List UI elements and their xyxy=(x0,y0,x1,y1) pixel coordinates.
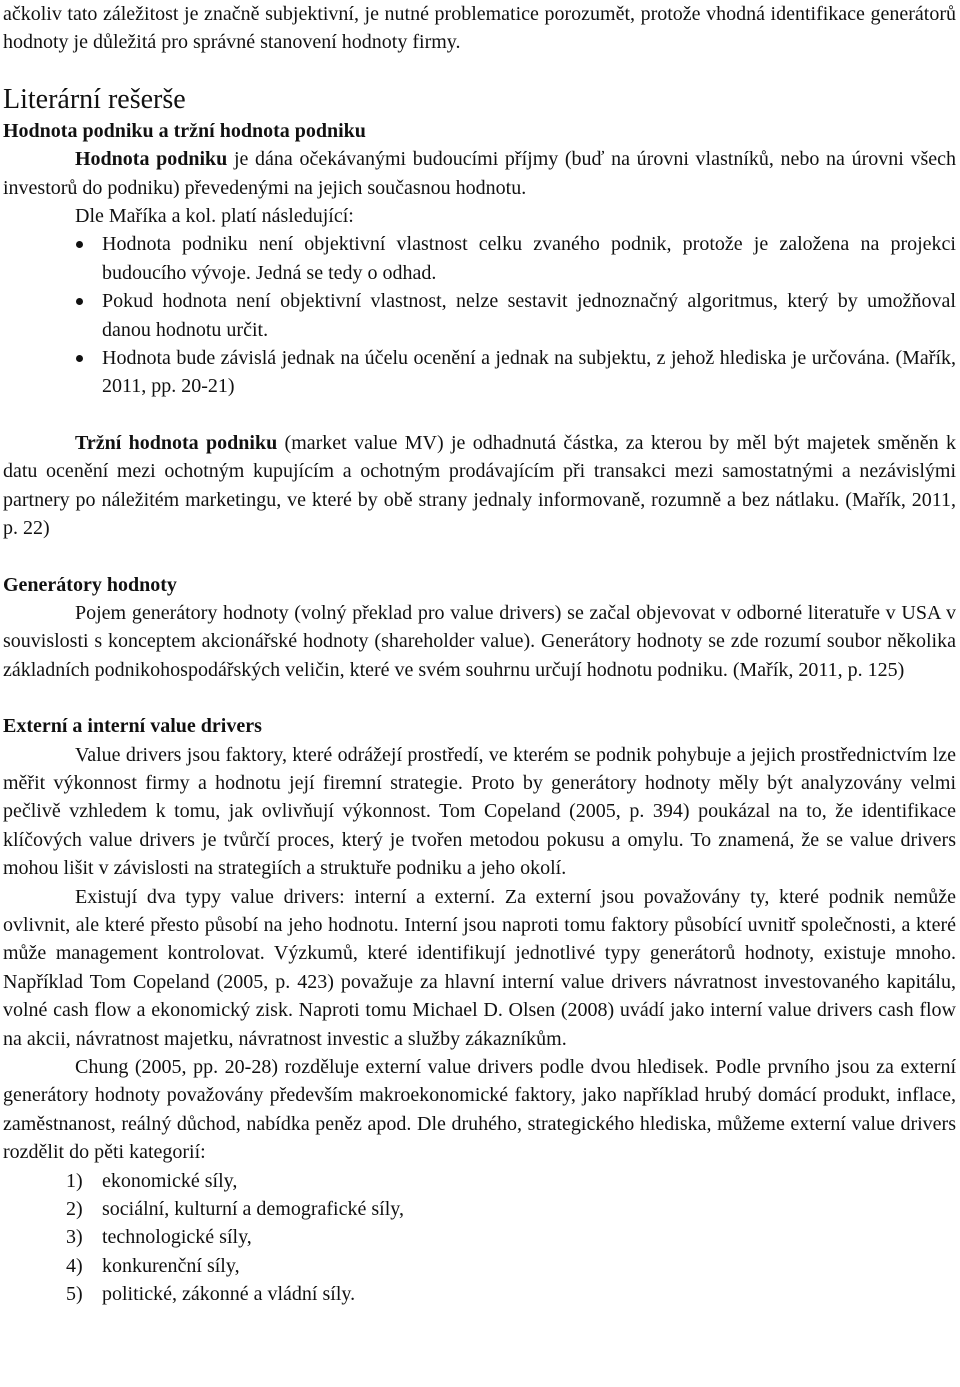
externi-paragraph-1: Value drivers jsou faktory, které odrážejí prostředí, ve kterém se podnik pohybuje a jejich prostřednictvím lze měřit výkonnost firmy a hodnotu její firemní strategie. Proto by generátory hodnoty měly být analyzovány velmi pečlivě vzhledem k tomu, jak ovlivňují výkonnost. Tom Copeland (2005, p. 394) poukázal na to, že identifikace klíčových value drivers je tvůrčí proces, který je tvořen metodou pokusu a omylu. To znamená, že se value drivers mohou lišit v závislosti na strategiích a struktuře podniku a jeho okolí. xyxy=(3,743,956,880)
hodnota-text: je dána očekávanými budoucími příjmy (buď na úrovni vlastníků, nebo na úrovni všech investorů do podniku) převedenými na jejich současnou hodnotu. xyxy=(3,148,956,199)
intro-fragment: ačkoliv tato záležitost je značně subjektivní, je nutné problematice porozumět, protože vhodná identifikace generátorů hodnoty je důležitá pro správné stanovení hodnoty firmy. xyxy=(3,3,956,54)
trzni-paragraph xyxy=(3,429,956,543)
spacer xyxy=(3,401,956,429)
list-item: 1) ekonomické síly, xyxy=(66,1169,238,1192)
list-item: 5) politické, zákonné a vládní síly. xyxy=(66,1283,356,1306)
spacer xyxy=(3,684,956,712)
list-item: Hodnota podniku není objektivní vlastnost celku zvaného podnik, protože je založena na projekci budoucího vývoje. Jedná se tedy o odhad. xyxy=(3,230,956,287)
list-item: Pokud hodnota není objektivní vlastnost, nelze sestavit jednoznačný algoritmus, který by umožňoval danou hodnotu určit. xyxy=(3,287,956,344)
list-item: 3) technologické síly, xyxy=(66,1226,252,1249)
trzni-text: (market value MV) je odhadnutá částka, za kterou by měl být majetek směněn k datu ocenění mezi ochotným kupujícím a ochotným prodávajícím při transakci mezi samostatnými a nezávislými partnery po náležitém marketingu, ve které by obě strany jednaly informovaně, rozumně a bez nátlaku. (Mařík, 2011, p. 22) xyxy=(3,431,956,540)
externi-heading: Externí a interní value drivers xyxy=(3,715,262,738)
trzni-term: Tržní hodnota podniku xyxy=(75,431,278,454)
hodnota-term: Hodnota podniku xyxy=(75,148,228,171)
marik-intro: Dle Maříka a kol. platí následující: xyxy=(75,205,354,228)
spacer xyxy=(3,543,956,571)
section-title: Literární rešerše xyxy=(3,83,186,115)
externi-paragraph-3: Chung (2005, pp. 20-28) rozděluje externí value drivers podle dvou hledisek. Podle prvního jsou za externí generátory hodnoty považovány především makroekonomické faktory, jako například hrubý domácí produkt, inflace, zaměstnanost, reálný důchod, nabídka peněz apod. Dle druhého, strategického hlediska, můžeme externí value drivers rozdělit do pěti kategorií: xyxy=(3,1056,956,1164)
externi-paragraph-2: Existují dva typy value drivers: interní a externí. Za externí jsou považovány ty, které podnik nemůže ovlivnit, ale které přesto působí na jeho hodnotu. Interní jsou naproti tomu faktory působící uvnitř společnosti, a které může management kontrolovat. Výzkumů, které identifikují jednotlivé typy generátorů hodnoty, existuje mnoho. Například Tom Copeland (2005, p. 423) považuje za hlavní interní value drivers návratnost investovaného kapitálu, volné cash flow a ekonomický zisk. Naproti tomu Michael D. Olsen (2008) uvádí jako interní value drivers cash flow na akcii, návratnost majetku, návratnost investic a služby zákazníkům. xyxy=(3,885,956,1050)
categories-list xyxy=(3,1167,956,1309)
generatory-heading: Generátory hodnoty xyxy=(3,573,177,596)
subsection-title: Hodnota podniku a tržní hodnota podniku xyxy=(3,119,366,142)
list-item: Hodnota bude závislá jednak na účelu ocenění a jednak na subjektu, z jehož hlediska je určována. (Mařík, 2011, pp. 20-21) xyxy=(3,344,956,401)
document-page xyxy=(3,0,956,1309)
hodnota-paragraph xyxy=(3,145,956,202)
spacer xyxy=(3,57,956,83)
marik-points-list xyxy=(3,230,956,400)
generatory-paragraph: Pojem generátory hodnoty (volný překlad pro value drivers) se začal objevovat v odborné literatuře v USA v souvislosti s konceptem akcionářské hodnoty (shareholder value). Generátory hodnoty se zde rozumí soubor několika základních podnikohospodářských veličin, které ve svém souhrnu určují hodnotu podniku. (Mařík, 2011, p. 125) xyxy=(3,601,956,681)
list-item: 4) konkurenční síly, xyxy=(66,1254,240,1277)
list-item: 2) sociální, kulturní a demografické síly, xyxy=(66,1198,404,1221)
